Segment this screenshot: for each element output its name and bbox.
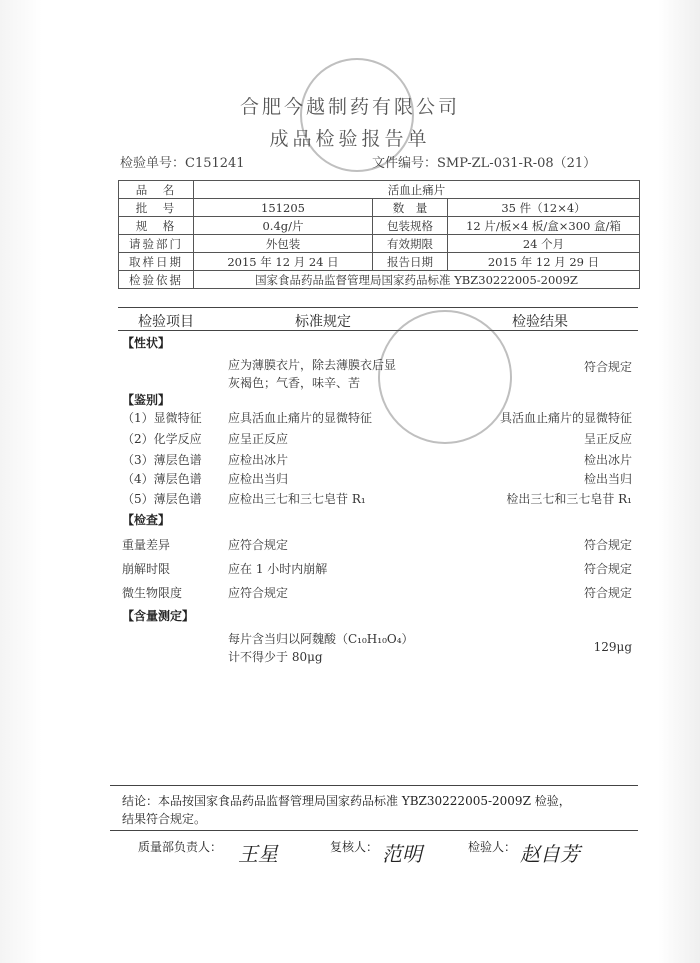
divider <box>110 830 638 831</box>
row-result: 检出三七和三七皂苷 R₁ <box>506 492 632 506</box>
row-item: 崩解时限 <box>122 562 171 576</box>
pack-value: 12 片/板×4 板/盒×300 盒/箱 <box>448 217 640 235</box>
row-result: 符合规定 <box>583 538 632 552</box>
batch-label: 批 号 <box>119 199 194 217</box>
column-header-result: 检验结果 <box>512 314 568 330</box>
row-standard: 应具活血止痛片的显微特征 <box>228 411 373 425</box>
table-row <box>119 271 640 289</box>
row-standard: 应符合规定 <box>228 538 289 552</box>
file-number: 文件编号：SMP-ZL-031-R-08（21） <box>372 156 597 171</box>
row-item: 微生物限度 <box>122 586 183 600</box>
row-item: （4）薄层色谱 <box>122 472 202 486</box>
divider <box>110 785 638 786</box>
assay-result: 129μg <box>593 640 632 654</box>
spec-label: 规 格 <box>119 217 194 235</box>
table-row <box>119 253 640 271</box>
table-row <box>119 217 640 235</box>
traits-result: 符合规定 <box>583 360 632 374</box>
qty-label: 数 量 <box>373 199 448 217</box>
row-item: （2）化学反应 <box>122 432 202 446</box>
table-row <box>119 199 640 217</box>
assay-standard-line-1: 每片含当归以阿魏酸（C₁₀H₁₀O₄） <box>228 632 414 646</box>
row-standard: 应在 1 小时内崩解 <box>228 562 328 576</box>
divider <box>118 307 638 308</box>
column-header-standard: 标准规定 <box>295 314 351 330</box>
traits-standard-line-2: 灰褐色；气香，味辛、苦 <box>228 376 361 390</box>
row-item: （5）薄层色谱 <box>122 492 202 506</box>
section-assay: 【含量测定】 <box>122 609 195 623</box>
row-item: （3）薄层色谱 <box>122 453 202 467</box>
table-row <box>119 181 640 199</box>
row-result: 呈正反应 <box>583 432 632 446</box>
document-title: 成品检验报告单 <box>269 128 431 150</box>
row-standard: 应检出三七和三七皂苷 R₁ <box>228 492 366 506</box>
product-label: 品 名 <box>119 181 194 199</box>
row-result: 检出当归 <box>583 472 632 486</box>
qty-value: 35 件（12×4） <box>448 199 640 217</box>
row-result: 符合规定 <box>583 562 632 576</box>
report-number: 检验单号：C151241 <box>120 156 245 171</box>
qa-head-label: 质量部负责人： <box>138 840 223 854</box>
column-header-item: 检验项目 <box>138 314 194 330</box>
report-date-value: 2015 年 12 月 29 日 <box>448 253 640 271</box>
batch-value: 151205 <box>194 199 373 217</box>
row-standard: 应呈正反应 <box>228 432 289 446</box>
report-date-label: 报告日期 <box>373 253 448 271</box>
qa-head-signature: 王星 <box>238 842 278 866</box>
inspector-signature: 赵自芳 <box>520 842 580 866</box>
row-standard: 应检出冰片 <box>228 453 289 467</box>
divider <box>118 330 638 331</box>
spec-value: 0.4g/片 <box>194 217 373 235</box>
info-table <box>118 180 640 289</box>
basis-value: 国家食品药品监督管理局国家药品标准 YBZ30222005-2009Z <box>194 271 640 289</box>
row-item: （1）显微特征 <box>122 411 202 425</box>
row-result: 检出冰片 <box>583 453 632 467</box>
table-row <box>119 235 640 253</box>
conclusion-line-2: 结果符合规定。 <box>122 812 207 826</box>
company-name: 合肥今越制药有限公司 <box>239 96 460 118</box>
inspector-label: 检验人： <box>468 840 517 854</box>
section-traits: 【性状】 <box>122 336 171 350</box>
row-item: 重量差异 <box>122 538 171 552</box>
reviewer-label: 复核人： <box>330 840 379 854</box>
sample-date-value: 2015 年 12 月 24 日 <box>194 253 373 271</box>
product-name: 活血止痛片 <box>194 181 640 199</box>
valid-label: 有效期限 <box>373 235 448 253</box>
assay-standard-line-2: 计不得少于 80μg <box>228 650 323 664</box>
reviewer-signature: 范明 <box>382 842 422 866</box>
traits-standard-line-1: 应为薄膜衣片，除去薄膜衣后显 <box>228 358 397 372</box>
dept-label: 请验部门 <box>119 235 194 253</box>
row-standard: 应检出当归 <box>228 472 289 486</box>
valid-value: 24 个月 <box>448 235 640 253</box>
dept-value: 外包装 <box>194 235 373 253</box>
row-result: 具活血止痛片的显微特征 <box>499 411 632 425</box>
basis-label: 检验依据 <box>119 271 194 289</box>
conclusion-line-1: 结论：本品按国家食品药品监督管理局国家药品标准 YBZ30222005-2009Z 检验， <box>122 794 571 808</box>
row-result: 符合规定 <box>583 586 632 600</box>
row-standard: 应符合规定 <box>228 586 289 600</box>
pack-label: 包装规格 <box>373 217 448 235</box>
section-inspection: 【检查】 <box>122 513 171 527</box>
sample-date-label: 取样日期 <box>119 253 194 271</box>
section-identification: 【鉴别】 <box>122 393 171 407</box>
